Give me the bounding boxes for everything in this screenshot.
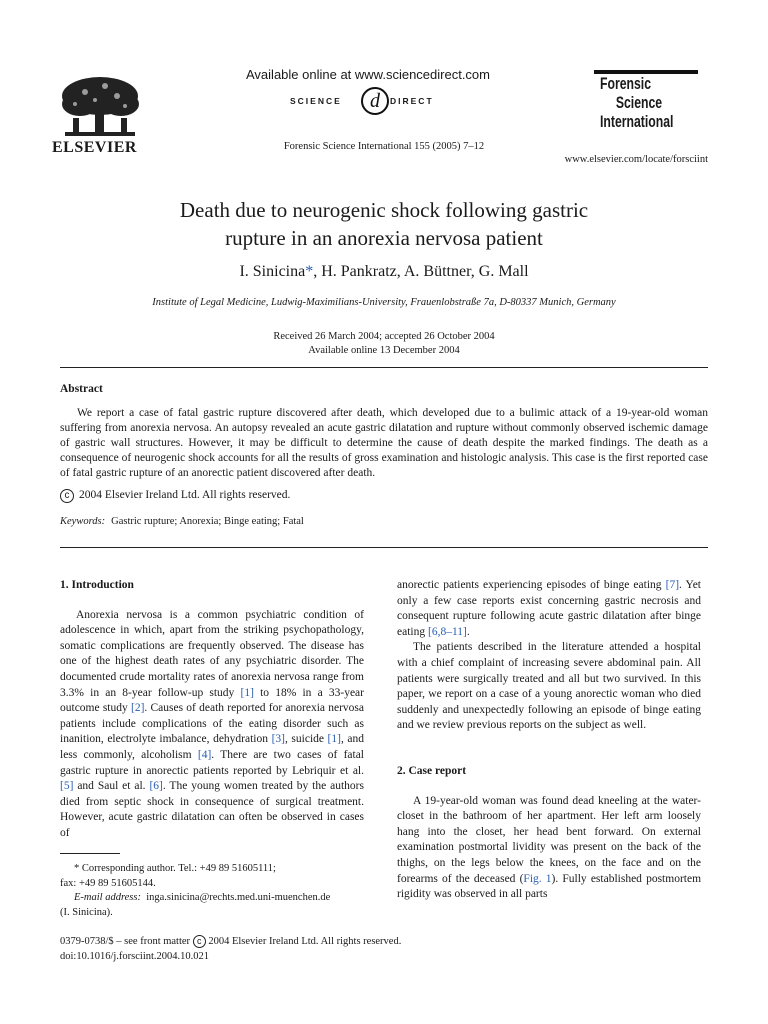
citation-link[interactable]: Fig. 1	[523, 872, 552, 885]
citation-link[interactable]: [6]	[149, 780, 163, 793]
body-text: A 19-year-old woman was found dead kneeling at the water-closet in the bathroom of her apartment. Her left arm loosely hang into the closet, her head bent forward. On external examination postmortal lividity was present on the back of the thighs, on the legs below the knees, on the face and on the forearms of the deceased (	[397, 794, 701, 885]
doi[interactable]: doi:10.1016/j.forsciint.2004.10.021	[60, 951, 210, 962]
title-line: rupture in an anorexia nervosa patient	[225, 226, 543, 250]
divider	[60, 547, 708, 548]
svg-text:d: d	[370, 90, 380, 112]
body-text: Anorexia nervosa is a common psychiatric condition of adolescence in which, apart from the striking psychopathology, somatic complications are frequently observed. The disease has one of the highest death rates of any psychiatric disorder. The documented crude mortality rates of anorexia nervosa range from 3.3% in an 8-year follow-up study	[60, 608, 364, 699]
footnote-line: * Corresponding author. Tel.: +49 89 51605111;	[74, 863, 276, 874]
journal-logo	[600, 74, 673, 131]
copyright-text: 2004 Elsevier Ireland Ltd. All rights reserved.	[79, 489, 291, 501]
issn-line	[60, 934, 401, 949]
author-names: , H. Pankratz, A. Büttner, G. Mall	[313, 263, 529, 280]
section-heading-introduction: 1. Introduction	[60, 579, 134, 591]
article-title	[0, 196, 768, 252]
article-dates	[0, 330, 768, 358]
journal-logo-line: Science	[615, 93, 663, 112]
publisher-name: ELSEVIER	[52, 139, 137, 156]
copyright-icon: c	[193, 935, 206, 948]
intro-paragraph	[397, 578, 701, 640]
author-name: I. Sinicina	[239, 263, 306, 280]
journal-logo-line: Forensic	[600, 74, 652, 93]
sciencedirect-direct-text: DIRECT	[390, 96, 434, 106]
affiliation: Institute of Legal Medicine, Ludwig-Maximilians-University, Frauenlobstraße 7a, D-80337 Munich, Germany	[152, 297, 616, 308]
case-paragraph	[397, 794, 701, 903]
keywords-label: Keywords:	[60, 516, 106, 527]
body-text: .	[466, 625, 470, 638]
citation-link[interactable]: [4]	[197, 748, 212, 761]
abstract-copyright	[60, 489, 290, 503]
journal-logo-line: International	[600, 112, 674, 131]
footnote-divider	[60, 853, 120, 854]
body-text: . Causes of death reported for anorexia nervosa patients include complications of the eating disorder such as inanition, electrolyte imbalance, dehydration	[60, 702, 364, 746]
abstract-heading: Abstract	[60, 383, 103, 395]
journal-url[interactable]: www.elsevier.com/locate/forsciint	[564, 154, 708, 165]
body-text: to 18% in a 33-year outcome study	[60, 686, 364, 715]
keywords-list: Gastric rupture; Anorexia; Binge eating; Fatal	[111, 516, 304, 527]
abstract-text: We report a case of fatal gastric rupture discovered after death, which developed due to a bulimic attack of a 19-year-old woman suffering from anorexia nervosa. An autopsy revealed an acute gastric dilatation and rupture without commonly observed ischemic damage of gastric wall structures. However, it may be difficult to determine the cause of death despite the marked findings. The death as a consequence of neurogenic shock accounts for all the results of gross examination and histologic analysis. This case is the first reported case of fatal gastric rupture of an anorectic patient discovered after death.	[60, 407, 708, 479]
footnote-email	[60, 891, 364, 906]
email-label: E-mail address:	[74, 892, 141, 903]
email-link[interactable]: inga.sinicina@rechts.med.uni-muenchen.de	[146, 892, 331, 903]
citation-link[interactable]: [1]	[327, 733, 341, 746]
footnote-line: (I. Sinicina).	[60, 906, 113, 918]
issn-text: 0379-0738/$ – see front matter	[60, 936, 191, 947]
body-text: , and less commonly, alcoholism	[60, 733, 365, 761]
body-text: , suicide	[284, 733, 328, 746]
body-text: . The young women treated by the authors died from septic shock in consequence of surgical treatment. However, acute gastric dilatation can often be observed in cases of	[60, 780, 364, 839]
journal-reference: Forensic Science International 155 (2005) 7–12	[283, 141, 485, 152]
citation-link[interactable]: [3]	[271, 733, 285, 746]
right-column	[397, 578, 701, 903]
footnote-line: fax: +49 89 51605144.	[60, 877, 156, 889]
body-text: . Yet only a few case reports exist concerning gastric necrosis and consequent rupture following acute gastric dilatation after binge eating	[397, 579, 702, 638]
divider	[60, 367, 708, 368]
copyright-icon: c	[60, 489, 74, 503]
abstract-body	[60, 406, 708, 481]
left-column	[60, 578, 364, 842]
received-date: Received 26 March 2004; accepted 26 October 2004	[273, 331, 495, 342]
sciencedirect-science-text: SCIENCE	[290, 96, 342, 106]
body-text: . There are two cases of fatal gastric rupture in anorectic patients reported by Lebriquir et al.	[60, 748, 364, 777]
body-text: anorectic patients experiencing episodes of binge eating	[397, 579, 666, 591]
author-list	[0, 263, 768, 281]
keywords	[60, 516, 304, 527]
citation-link[interactable]: [5]	[60, 780, 74, 793]
citation-link[interactable]: [7]	[665, 579, 680, 591]
citation-link[interactable]: [1]	[240, 686, 254, 699]
available-date: Available online 13 December 2004	[308, 345, 460, 356]
title-line: Death due to neurogenic shock following gastric	[179, 198, 589, 222]
intro-paragraph	[60, 608, 364, 842]
available-online-text: Available online at www.sciencedirect.com	[246, 67, 490, 82]
corresponding-author-link[interactable]: *	[305, 263, 314, 280]
section-heading-case-report: 2. Case report	[397, 764, 467, 777]
citation-link[interactable]: [6,8–11]	[427, 625, 467, 638]
elsevier-tree-logo	[55, 74, 145, 140]
body-text: ). Fully established postmortem rigidity was observed in all parts	[397, 872, 702, 901]
page-footer	[60, 934, 401, 964]
intro-paragraph: The patients described in the literature attended a hospital with a chief complaint of increasing severe abdominal pain. All patients were surgically treated and all but two survived. In this paper, we report on a case of a young anorectic woman who died suddenly and unexpectedly following an episode of binge eating and we review previous reports on the subject as well.	[397, 641, 701, 732]
citation-link[interactable]: [2]	[130, 702, 145, 715]
body-text: and Saul et al.	[73, 780, 150, 793]
footnote	[60, 862, 364, 920]
issn-copyright: 2004 Elsevier Ireland Ltd. All rights reserved.	[208, 936, 402, 947]
